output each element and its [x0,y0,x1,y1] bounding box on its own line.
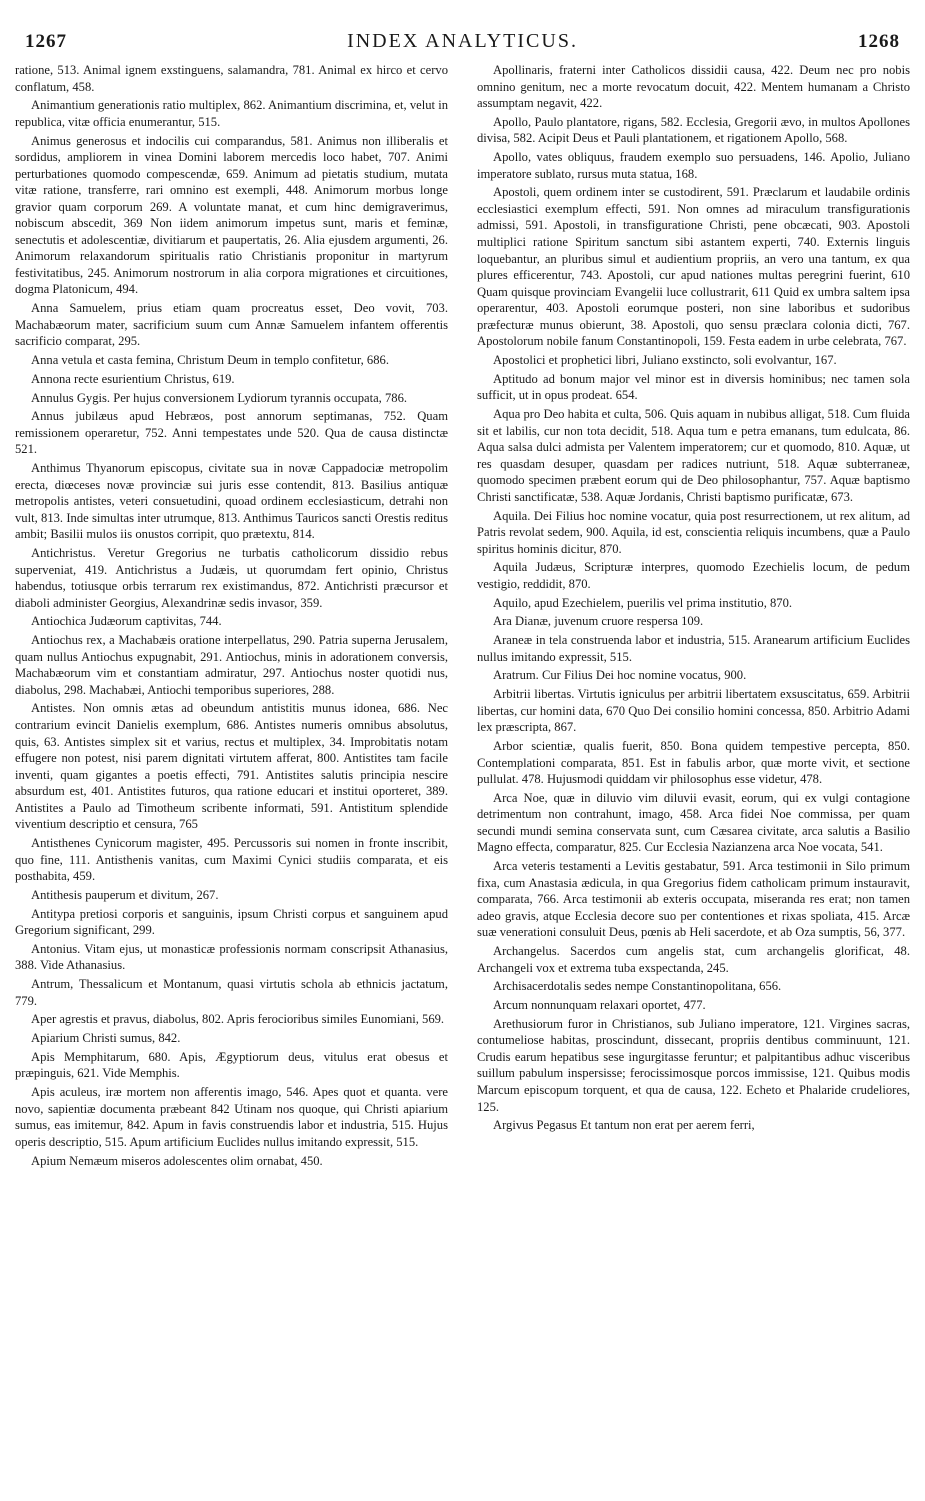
index-entry: Apis aculeus, iræ mortem non afferentis imago, 546. Apes quot et quanta. vere novo, sapientiæ documenta præbeant 842 Utinam nos quoque, qui Christi apiarium sumus, eas imitemur, 842. Apum in favis construendis labor et industria, 515. Hujus operis descriptio, 515. Apum artificium Euclides nullus imitando expressit, 515. [15,1085,448,1149]
index-entry: Annus jubilæus apud Hebræos, post annorum septimanas, 752. Quam remissionem operaretur, 752. Anni tempestates unde 520. Qua de causa distinctæ 521. [15,409,448,457]
index-entry: Apollo, Paulo plantatore, rigans, 582. Ecclesia, Gregorii ævo, in multos Apollones divisa, 582. Acipit Deus et Pauli plantationem, et rigationem Apollo, 568. [477,114,910,146]
index-entry: Arbor scientiæ, qualis fuerit, 850. Bona quidem tempestive percepta, 850. Contemplationi comparata, 851. Est in fabulis arbor, quæ morte vivit, et sectione pullulat. 478. Hujusmodi quiddam vir philosophus esse videtur, 478. [477,738,910,787]
index-entry: Archisacerdotalis sedes nempe Constantinopolitana, 656. [493,979,782,994]
index-entry: Archangelus. Sacerdos cum angelis stat, cum archangelis glorificat, 48. Archangeli vox et extrema tuba exspectanda, 245. [477,944,910,975]
index-entry: Aqua pro Deo habita et culta, 506. Quis aquam in nubibus alligat, 518. Cum fluida sit et labilis, cur non tota decidit, 518. Aqua tum e petra emanans, tum edulcata, 86. Aqua salsa dulci admista per Valentem imperatorem; cur et quomodo, 810. Aquæ, ut res quasdam desuper, quasdam per radices nutriunt, 518. Aquæ subterraneæ, quomodo specimen præbent eorum qui de Deo philosophantur, 757. Aquæ baptismo Christi sanctificatæ, 538. Aquæ Jordanis, Christi baptismo purificatæ, 673. [477,407,910,504]
index-entry: Anna vetula et casta femina, Christum Deum in templo confitetur, 686. [31,353,389,368]
index-entry: Animantium generationis ratio multiplex, 862. Animantium discrimina, et, velut in republica, vitæ officia enumerantur, 515. [15,98,448,129]
left-column [15,62,448,1492]
index-entry: Apostolici et prophetici libri, Juliano exstincto, soli evolvantur, 167. [493,353,837,368]
index-entry: Apium Nemæum miseros adolescentes olim ornabat, 450. [31,1153,323,1168]
index-entry: Anna Samuelem, prius etiam quam procreatus esset, Deo vovit, 703. Machabæorum mater, sacrificium suum cum Annæ Samuelem infantem offerentis sacrificio comparat, 295. [15,301,448,349]
index-entry: Apollinaris, fraterni inter Catholicos dissidii causa, 422. Deum nec pro nobis omnino genitum, nec a morte revocatum docuit, 422. Mentem humanam a Christo assumptam negavit, 422. [477,63,910,111]
index-entry: Antiochus rex, a Machabæis oratione interpellatus, 290. Patria superna Jerusalem, quam nullus Antiochus expugnabit, 291. Antiochus, minis in adorationem conversis, Machabæorum vim et constantiam admiratur, 297. Antiochus noster quotidi nus, diabolus, 298. Machabæi, Antiochi temporibus superiores, 288. [15,633,448,697]
index-entry: Annulus Gygis. Per hujus conversionem Lydiorum tyrannis occupata, 786. [31,390,408,405]
index-entry: Ara Dianæ, juvenum cruore respersa 109. [493,614,704,629]
index-entry: Arcum nonnunquam relaxari oportet, 477. [493,998,706,1013]
index-entry: Argivus Pegasus Et tantum non erat per aerem ferri, [493,1118,755,1133]
index-entry: ratione, 513. Animal ignem exstinguens, salamandra, 781. Animal ex hirco et cervo conflatum, 458. [15,63,448,94]
index-entry: Araneæ in tela construenda labor et industria, 515. Aranearum artificium Euclides nullus imitando expressit, 515. [477,633,910,664]
index-entry: Antrum, Thessalicum et Montanum, quasi virtutis schola ab ethnicis jactatum, 779. [15,977,448,1008]
index-entry: Arca veteris testamenti a Levitis gestabatur, 591. Arca testimonii in Silo primum fixa, cum Anastasia ædicula, in qua Gregorius fidem catholicam primum instauravit, comparata, 766. Arca testimonii ab exteris occupata, miseranda res erat; non tamen adeo gravis, atque Ecclesia decore suo per contentiones et rixas spoliata, 415. Arcæ suæ venerationi consuluit Deus, pœnis ab Heli sacerdote, et ab Oza sumptis, 56, 377. [477,859,910,940]
index-entry: Apollo, vates obliquus, fraudem exemplo suo persuadens, 146. Apolio, Juliano imperatore sublato, rursus muta statua, 168. [477,150,910,181]
index-entry: Anthimus Thyanorum episcopus, civitate sua in novæ Cappadociæ metropolim erecta, diœceses novæ provinciæ sui juris esse contendit, 813. Basilius antiquæ metropolis antistes, veteri consuetudini, quoad ordinem ecclesiasticum, detrahi non vult, 813. Inde simultas inter utrumque, 813. Anthimus Tauricos sancti Orestis reditus ambit; Basilii mulos iis onustos corripit, quo prætextu, 814. [15,461,448,542]
index-entry: Annona recte esurientium Christus, 619. [31,371,235,386]
index-entry: Antisthenes Cynicorum magister, 495. Percussoris sui nomen in fronte inscribit, quo fine, 111. Antisthenis vanitas, cum Maximi Cynici studiis comparata, et eis posthabita, 459. [15,836,448,884]
index-entry: Arca Noe, quæ in diluvio vim diluvii evasit, eorum, qui ex vulgi contagione detrimentum non contrahunt, imago, 458. Arca fidei Noe commissa, per quam secundi mundi semina conservata sunt, cum Cæsarea civitate, arca salutis a Basilio Magno effecta, comparatur, 825. Cur Ecclesia Nazianzena arca Noe vocata, 541. [477,790,910,855]
index-entry: Apis Memphitarum, 680. Apis, Ægyptiorum deus, vitulus erat obesus et præpinguis, 621. Vide Memphis. [15,1049,448,1081]
page-title: INDEX ANALYTICUS. [347,30,578,52]
index-entry: Antistes. Non omnis ætas ad obeundum antistitis munus idonea, 686. Nec contrarium evincit Danielis exemplum, 686. Antistes numeris omnibus absolutus, quis, 63. Antistes simplex sit et varius, rectus et multiplex, 34. Improbitatis notam effugere non potest, nisi parem dignitati virtutem afferat, 800. Antistites tam facile inventi, quam gigantes a poetis effecti, 791. Antistites salutis principia nescire absurdum est, 401. Antistites futuros, qua ratione educari et institui oporteret, 389. Antistites a Paulo ad Timotheum scribente informati, 591. Antistitum splendide viventium descriptio et censura, 765 [15,701,448,832]
right-column-number: 1268 [858,31,900,52]
page-header [25,30,900,56]
index-entry: Antichristus. Veretur Gregorius ne turbatis catholicorum dissidio rebus superveniat, 419. Antichristus a Judæis, ut quorumdam fert opinio, Christus habendus, totiusque orbis terrarum rex existimandus, 872. Antichristi præcursor et diaboli administer Georgius, Alexandrinæ sedis invasor, 359. [15,546,448,610]
index-entry: Arbitrii libertas. Virtutis igniculus per arbitrii libertatem exsuscitatus, 659. Arbitrii libertas, cur homini data, 670 Quo Dei consilio homini concessa, 850. Arbitrio Adami lex præscripta, 867. [477,687,910,735]
index-entry: Aquila Judæus, Scripturæ interpres, quomodo Ezechielis locum, de pedum vestigio, reddidit, 870. [477,560,910,591]
index-entry: Animus generosus et indocilis cui comparandus, 581. Animus non illiberalis et sordidus, ampliorem in vinea Domini laborem mercedis loco habet, 707. Animi perturbationes quomodo compescendæ, 659. Animum ad pietatis studium, mutata vitæ ratione, transferre, rari omnino est exempli, 448. Animorum morbus longe gravior quam corporum 269. A voluntate manat, et cum hinc demigraverimus, nobiscum abscedit, 369 Non iidem animorum impetus sunt, maris et feminæ, senectutis et adolescentiæ, divitiarum et paupertatis, 26. Alia ejusdem argumenti, 26. Animorum relaxandorum spiritualis ratio Christianis proponitur in martyrum festivitatibus, 245. Animorum nostrorum in alia corpora migrationes et circuitiones, dogma Platonicum, 494. [15,133,448,297]
index-entry: Aper agrestis et pravus, diabolus, 802. Apris ferocioribus similes Eunomiani, 569. [31,1012,445,1027]
index-entry: Aquilo, apud Ezechielem, puerilis vel prima institutio, 870. [493,595,793,610]
index-entry: Antiochica Judæorum captivitas, 744. [31,614,222,629]
left-column-number: 1267 [25,31,67,52]
right-column [477,62,910,1492]
index-entry: Aptitudo ad bonum major vel minor est in diversis hominibus; nec tamen sola sufficit, ut in opus prodeat. 654. [477,371,910,403]
index-entry: Antithesis pauperum et divitum, 267. [31,887,219,902]
index-entry: Arethusiorum furor in Christianos, sub Juliano imperatore, 121. Virgines sacras, contumeliose habitas, proscindunt, dissecant, propriis dentibus comminuunt, 121. Crudis earum hepatibus sese ingurgitasse feruntur; et palpitantibus adhuc visceribus suillum pabulum inspersisse; ferocissimosque porcos immissise, 121. Quibus modis Marcum episcopum torquent, et qua de causa, 122. Echeto et Phalaride crudeliores, 125. [477,1016,910,1114]
index-entry: Apostoli, quem ordinem inter se custodirent, 591. Præclarum et laudabile ordinis ecclesiastici exemplum effecti, 591. Non omnes ad miraculum transfigurationis admissi, 591. Apostoli, in transfiguratione Christi, pene obcæcati, 903. Apostoli multiplici ratione Spiritum sanctum sibi astantem experti, 740. Externis linguis loquebantur, an pluribus simul et audientium propriis, an vero una tantum, ex qua plures efficerentur, 743. Apostoli, cur apud nationes multas peregrini fuerint, 610 Quam quisque provinciam Evangelii luce collustrarit, 611 Quid ex umbra saltem ipsa operarentur, 403. Apostoli eorumque posteri, non sine laboribus et sudoribus præfecturæ munus obierunt, 38. Apostoli, quo sensu præclara colonia dicti, 767. Apostolorum nobile fanum Constantinopoli, 159. Festa eadem in urbe celebrata, 767. [477,185,910,349]
index-entry: Aquila. Dei Filius hoc nomine vocatur, quia post resurrectionem, ut rex alitum, ad Patris revolat sedem, 900. Aquila, id est, conscientia reliquis incumbens, quæ a Paulo spiritus hominis dicitur, 870. [477,508,910,556]
index-entry: Antitypa pretiosi corporis et sanguinis, ipsum Christi corpus et sanguinem apud Gregorium significant, 299. [15,906,448,938]
index-entry: Antonius. Vitam ejus, ut monasticæ professionis normam conscripsit Athanasius, 388. Vide Athanasius. [15,941,448,973]
index-entry: Aratrum. Cur Filius Dei hoc nomine vocatus, 900. [493,668,747,683]
index-entry: Apiarium Christi sumus, 842. [31,1031,181,1046]
